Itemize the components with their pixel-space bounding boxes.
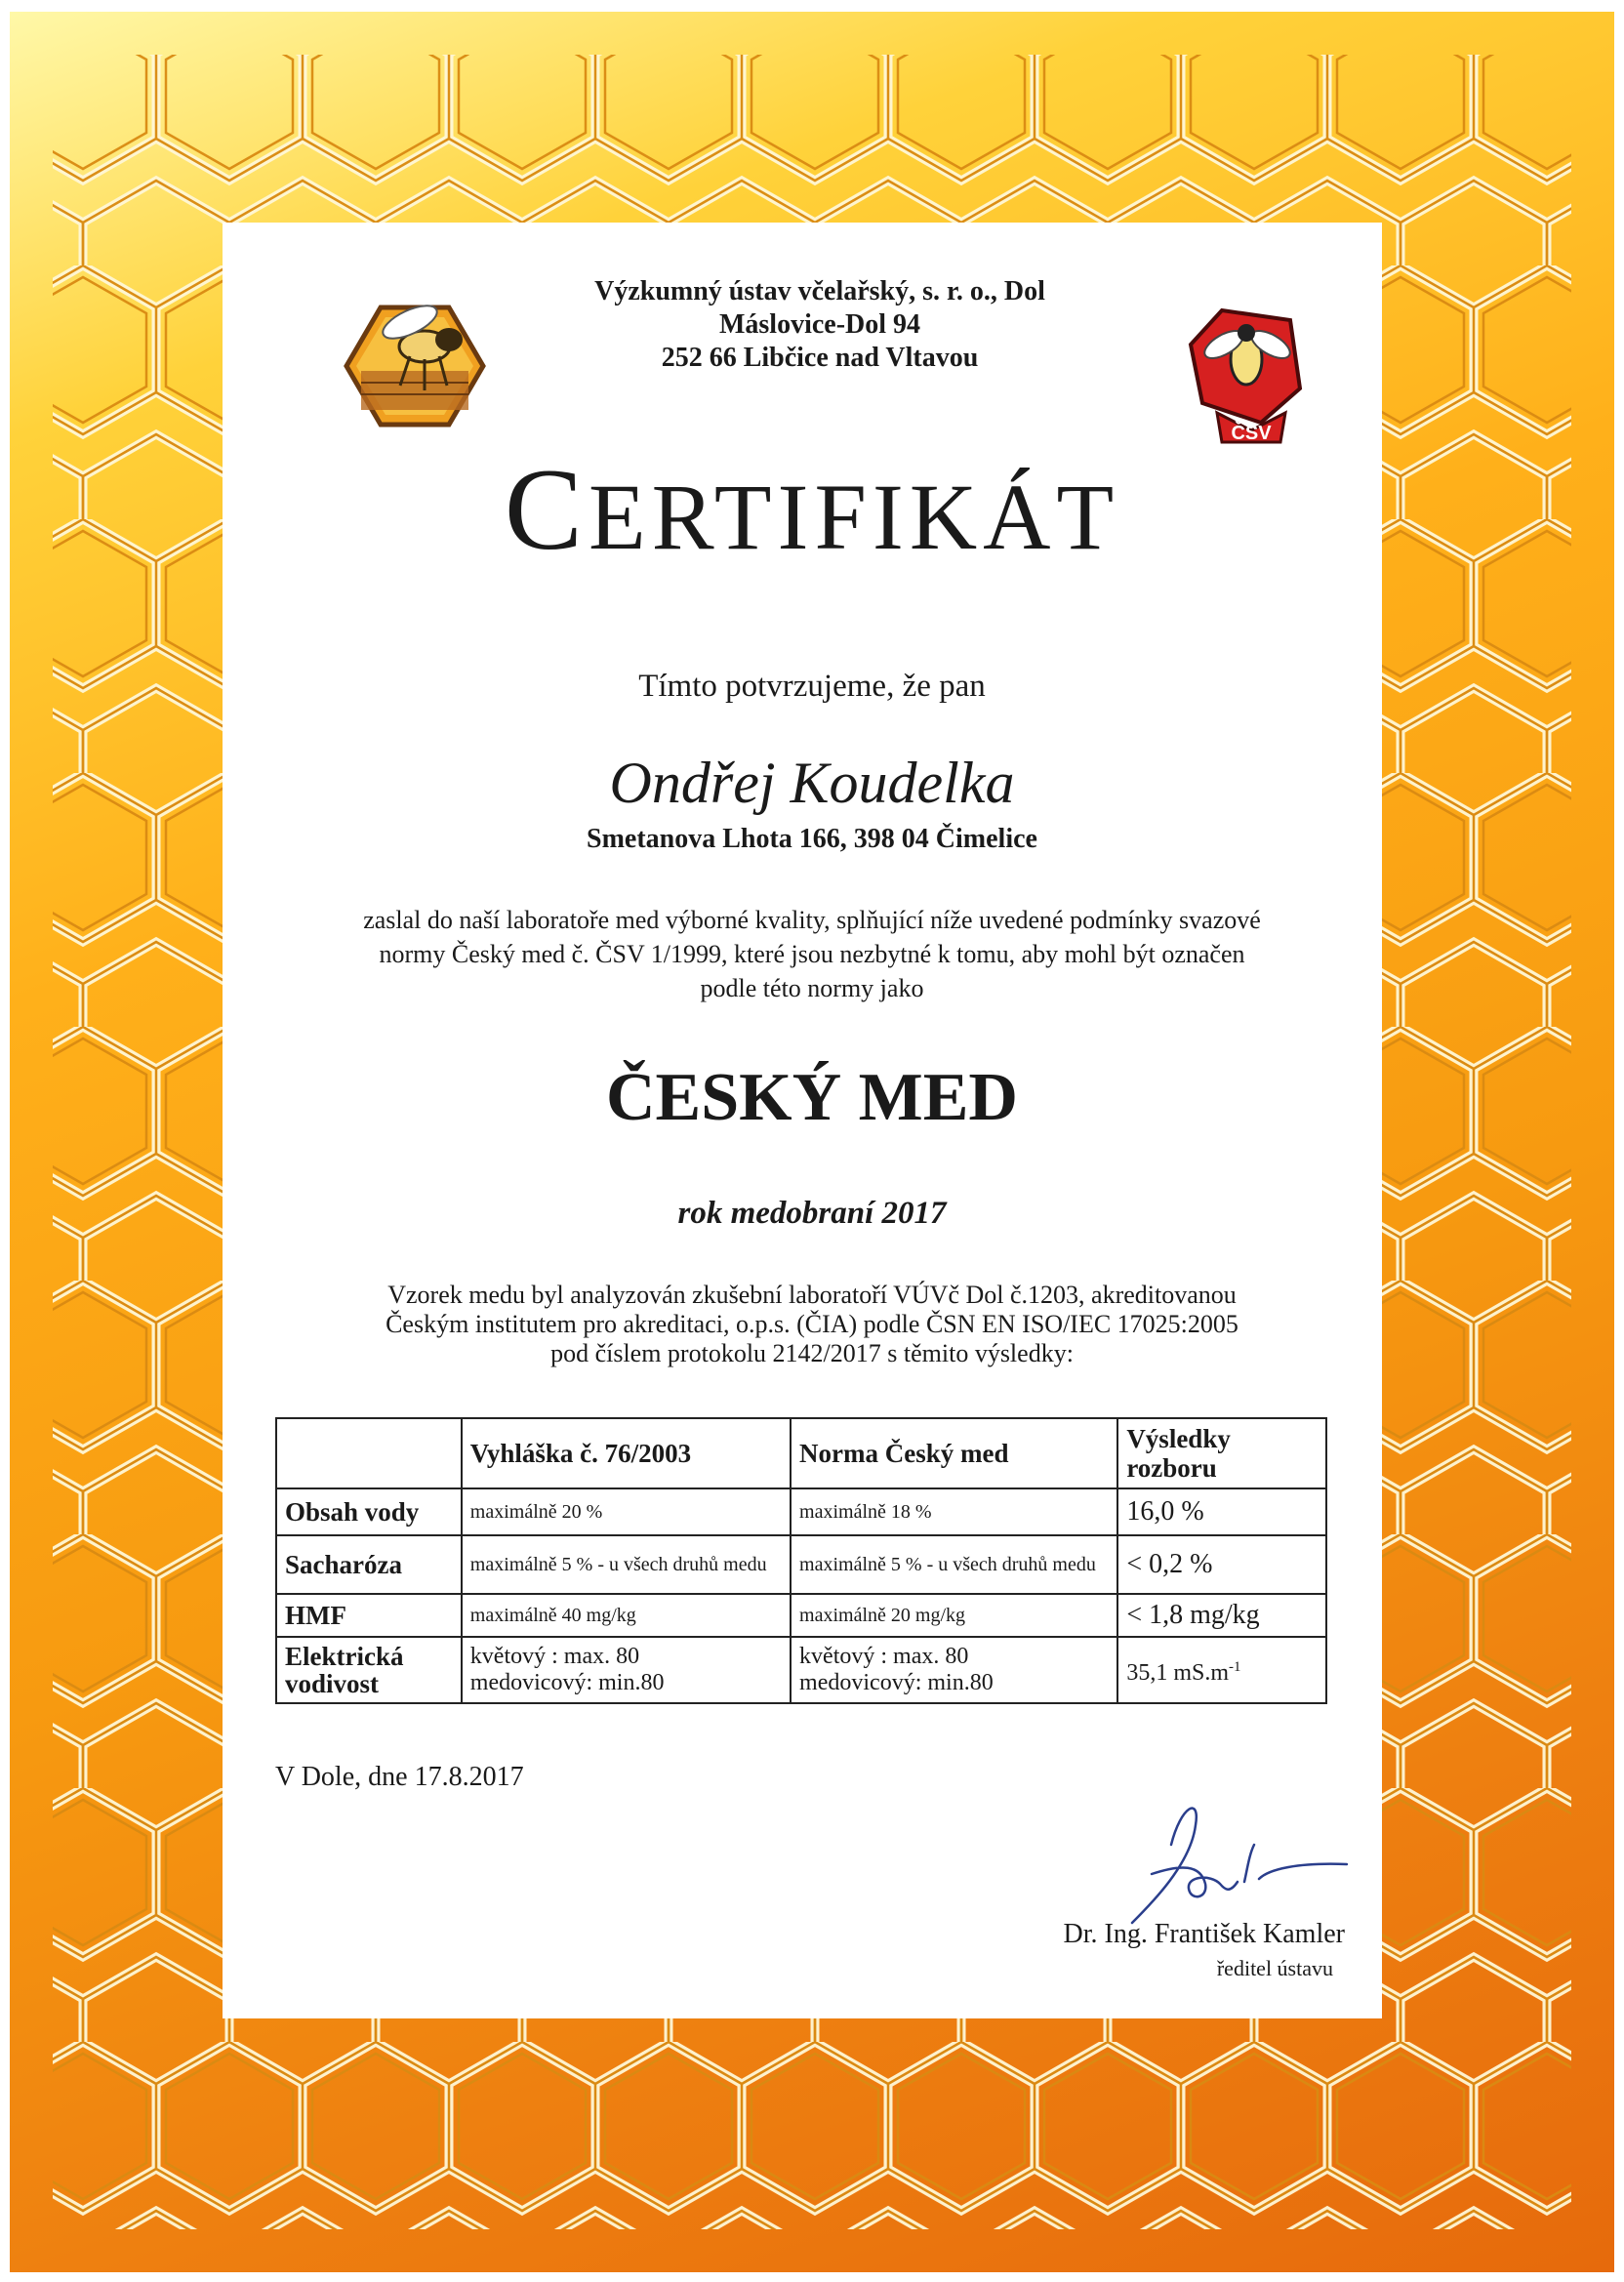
product-title: ČESKÝ MED xyxy=(606,1060,1018,1135)
table-row xyxy=(276,1637,1326,1703)
norm-value: maximálně 5 % - u všech druhů medu xyxy=(791,1535,1117,1594)
table-row xyxy=(276,1535,1326,1594)
title-first-letter: C xyxy=(504,444,589,574)
issue-date: V Dole, dne 17.8.2017 xyxy=(275,1762,524,1792)
norm-value: maximálně 20 mg/kg xyxy=(791,1594,1117,1637)
results-table xyxy=(275,1417,1327,1704)
institute-street: Máslovice-Dol 94 xyxy=(718,309,921,340)
lab-statement xyxy=(275,1281,1349,1368)
recipient-name: Ondřej Koudelka xyxy=(609,751,1015,815)
certificate-title xyxy=(293,444,1331,574)
institute-name: Výzkumný ústav včelařský, s. r. o., Dol xyxy=(594,276,1045,306)
result-exponent: -1 xyxy=(1229,1658,1241,1675)
table-header-row xyxy=(276,1418,1326,1488)
norm-line: medovicový: min.80 xyxy=(799,1670,994,1695)
table-row xyxy=(276,1594,1326,1637)
table-header-cell xyxy=(276,1418,462,1488)
lab-line: pod číslem protokolu 2142/2017 s těmito výsledky: xyxy=(550,1339,1074,1367)
certification-body xyxy=(275,903,1349,1005)
result-base: 35,1 mS.m xyxy=(1126,1659,1229,1686)
institute-city: 252 66 Libčice nad Vltavou xyxy=(661,343,979,373)
table-header-cell: Výsledky rozboru xyxy=(1117,1418,1326,1488)
signer-name: Dr. Ing. František Kamler xyxy=(1063,1919,1345,1949)
recipient-address: Smetanova Lhota 166, 398 04 Čimelice xyxy=(587,824,1037,854)
decree-value: maximálně 20 % xyxy=(462,1488,791,1535)
lab-line: Vzorek medu byl analyzován zkušební laboratoří VÚVč Dol č.1203, akreditovanou xyxy=(387,1281,1237,1309)
row-label: Elektrická vodivost xyxy=(276,1637,462,1703)
decree-value xyxy=(462,1637,791,1703)
harvest-year: rok medobraní 2017 xyxy=(677,1196,947,1231)
result-value: < 1,8 mg/kg xyxy=(1117,1594,1326,1637)
body-line: normy Český med č. ČSV 1/1999, které jsou nezbytné k tomu, aby mohl být označen xyxy=(379,940,1245,968)
intro-text: Tímto potvrzujeme, že pan xyxy=(638,669,986,704)
table-row xyxy=(276,1488,1326,1535)
norm-value: maximálně 18 % xyxy=(791,1488,1117,1535)
decree-value: maximálně 40 mg/kg xyxy=(462,1594,791,1637)
csv-logo-text: ČSV xyxy=(1231,423,1272,444)
institute-header xyxy=(468,275,1171,375)
row-label: Obsah vody xyxy=(276,1488,462,1535)
norm-line: květový : max. 80 xyxy=(799,1644,969,1669)
body-line: podle této normy jako xyxy=(700,974,924,1002)
lab-line: Českým institutem pro akreditaci, o.p.s. (ČIA) podle ČSN EN ISO/IEC 17025:2005 xyxy=(386,1310,1238,1338)
table-header-cell: Norma Český med xyxy=(791,1418,1117,1488)
decree-value: maximálně 5 % - u všech druhů medu xyxy=(462,1535,791,1594)
result-value xyxy=(1117,1637,1326,1703)
result-value: < 0,2 % xyxy=(1117,1535,1326,1594)
title-rest: ERTIFIKÁT xyxy=(588,465,1120,569)
handwritten-signature xyxy=(1113,1786,1376,1933)
decree-line: květový : max. 80 xyxy=(469,1644,640,1669)
decree-line: medovicový: min.80 xyxy=(469,1670,665,1695)
body-line: zaslal do naší laboratoře med výborné kvality, splňující níže uvedené podmínky svazové xyxy=(363,906,1261,934)
signer-role: ředitel ústavu xyxy=(1216,1956,1333,1980)
row-label: Sacharóza xyxy=(276,1535,462,1594)
row-label: HMF xyxy=(276,1594,462,1637)
table-header-cell: Vyhláška č. 76/2003 xyxy=(462,1418,791,1488)
result-value: 16,0 % xyxy=(1117,1488,1326,1535)
csv-bee-badge-icon xyxy=(1183,306,1310,452)
norm-value xyxy=(791,1637,1117,1703)
